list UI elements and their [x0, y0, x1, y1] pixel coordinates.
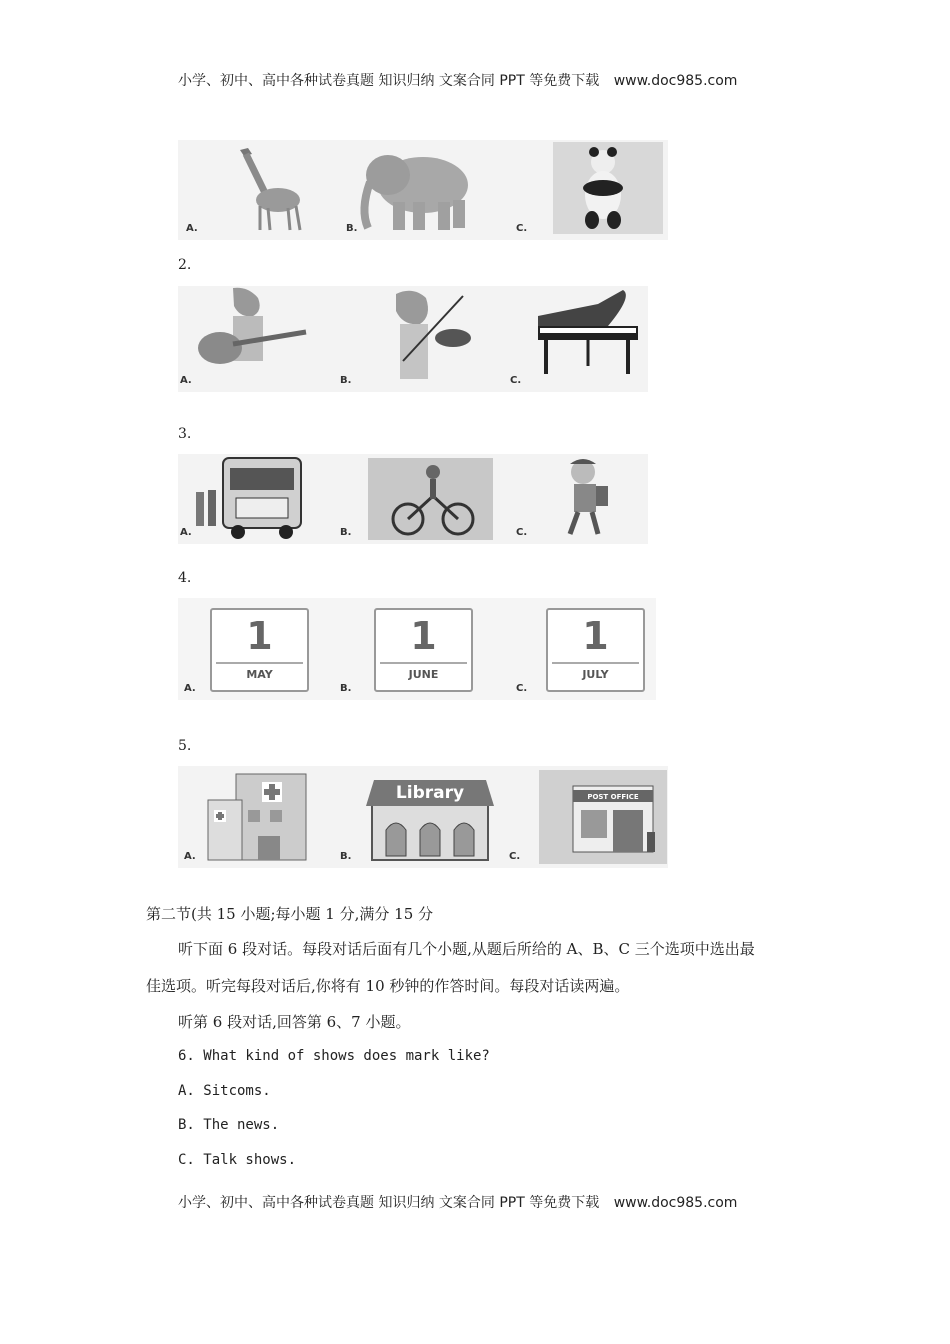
- school-bus-image: [178, 454, 348, 544]
- calendar-day: 1: [246, 614, 273, 658]
- question-number: 4.: [178, 570, 192, 586]
- library-sign: Library: [395, 783, 465, 803]
- option-a-giraffe[interactable]: [178, 140, 328, 240]
- instructions-line-1: 听下面 6 段对话。每段对话后面有几个小题,从题后所给的 A、B、C 三个选项中选出最: [178, 940, 755, 958]
- panda-image: [508, 140, 668, 240]
- post-office-image: [513, 766, 668, 868]
- calendar-day: 1: [582, 614, 609, 658]
- option-letter: B.: [340, 851, 352, 862]
- option-b-bike[interactable]: [338, 454, 498, 544]
- hospital-image: [178, 766, 338, 868]
- option-b-elephant[interactable]: [338, 140, 498, 240]
- answer-option-b[interactable]: B. The news.: [178, 1117, 280, 1133]
- option-letter: A.: [180, 375, 192, 386]
- option-letter: B.: [340, 683, 352, 694]
- question-number: 3.: [178, 426, 192, 442]
- footer-text: 小学、初中、高中各种试卷真题 知识归纳 文案合同 PPT 等免费下载: [178, 1195, 600, 1211]
- calendar-icon: [546, 608, 645, 692]
- option-letter: B.: [346, 223, 358, 234]
- dialog-intro: 听第 6 段对话,回答第 6、7 小题。: [178, 1013, 411, 1031]
- option-c-post-office[interactable]: [509, 766, 668, 868]
- option-c-walk[interactable]: [508, 454, 648, 544]
- calendar-month: JUNE: [408, 668, 439, 681]
- question-4-options: [178, 598, 656, 700]
- option-b-library[interactable]: [338, 766, 498, 868]
- calendar-icon: [210, 608, 309, 692]
- boy-walking-image: [508, 454, 648, 544]
- calendar-month: MAY: [246, 668, 273, 681]
- footer-url[interactable]: www.doc985.com: [613, 1195, 738, 1211]
- option-letter: A.: [184, 683, 196, 694]
- option-letter: C.: [516, 683, 528, 694]
- option-a-bus[interactable]: [178, 454, 348, 544]
- answer-option-c[interactable]: C. Talk shows.: [178, 1152, 297, 1168]
- option-a-guitar[interactable]: [178, 286, 328, 392]
- calendar-day: 1: [410, 614, 437, 658]
- option-c-panda[interactable]: [508, 140, 668, 240]
- post-office-sign: POST OFFICE: [587, 793, 639, 801]
- answer-option-a[interactable]: A. Sitcoms.: [178, 1083, 271, 1099]
- option-a-may[interactable]: [178, 598, 338, 700]
- header-url[interactable]: www.doc985.com: [613, 73, 738, 89]
- option-letter: A.: [186, 223, 198, 234]
- guitar-girl-image: [178, 286, 328, 392]
- violin-girl-image: [338, 286, 488, 392]
- question-number: 2.: [178, 257, 192, 273]
- page-header: [178, 70, 737, 90]
- option-letter: C.: [516, 223, 528, 234]
- option-b-violin[interactable]: [338, 286, 488, 392]
- header-text: 小学、初中、高中各种试卷真题 知识归纳 文案合同 PPT 等免费下载: [178, 73, 600, 89]
- option-letter: C.: [509, 851, 521, 862]
- page-footer: [178, 1192, 737, 1212]
- option-letter: B.: [340, 375, 352, 386]
- question-2-options: [178, 286, 648, 392]
- option-letter: A.: [184, 851, 196, 862]
- question-1-options: [178, 140, 668, 240]
- option-letter: C.: [516, 527, 528, 538]
- option-a-hospital[interactable]: [178, 766, 338, 868]
- cyclist-image: [338, 454, 498, 544]
- option-b-june[interactable]: [338, 598, 498, 700]
- question-5-options: [178, 766, 668, 868]
- library-image: [338, 766, 498, 868]
- question-3-options: [178, 454, 648, 544]
- elephant-image: [338, 140, 498, 240]
- instructions-line-2: 佳选项。听完每段对话后,你将有 10 秒钟的作答时间。每段对话读两遍。: [146, 977, 630, 995]
- section-title: 第二节(共 15 小题;每小题 1 分,满分 15 分: [146, 905, 434, 923]
- option-letter: B.: [340, 527, 352, 538]
- calendar-icon: [374, 608, 473, 692]
- option-c-july[interactable]: [508, 598, 656, 700]
- option-c-piano[interactable]: [498, 286, 648, 392]
- question-number: 5.: [178, 738, 192, 754]
- option-letter: A.: [180, 527, 192, 538]
- option-letter: C.: [510, 375, 522, 386]
- question-6: 6. What kind of shows does mark like?: [178, 1048, 490, 1064]
- calendar-month: JULY: [582, 668, 609, 681]
- giraffe-image: [178, 140, 328, 240]
